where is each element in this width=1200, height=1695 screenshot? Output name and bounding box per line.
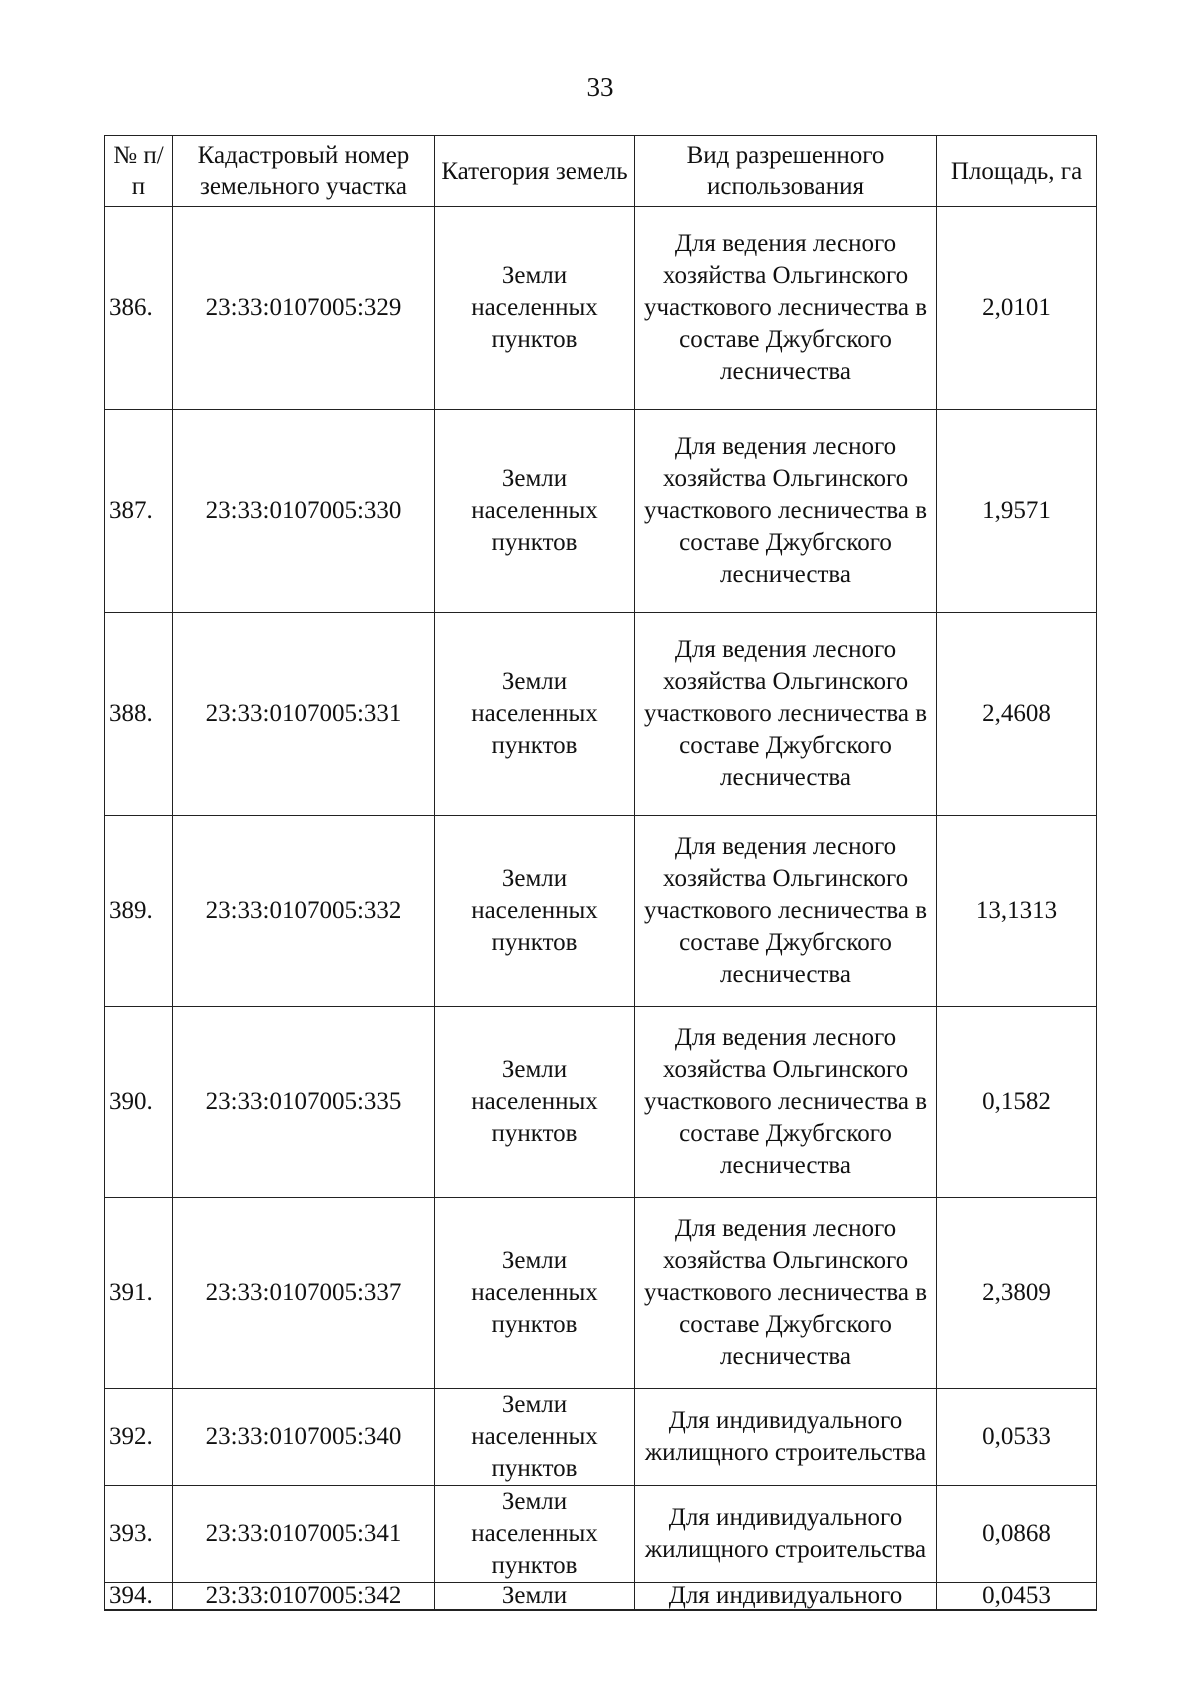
header-area: Площадь, га [937,136,1097,207]
row-category: Земли населенных пунктов [435,1389,635,1486]
row-category: Земли населенных пунктов [435,1486,635,1583]
row-use: Для индивидуального [635,1583,937,1611]
row-area: 2,0101 [937,207,1097,410]
row-use: Для ведения лесного хозяйства Ольгинского участкового лесничества в составе Джубгского лесничества [635,613,937,816]
row-num: 387. [105,410,173,613]
table-row [105,1583,1097,1611]
table-row [105,1486,1097,1583]
row-area: 0,0453 [937,1583,1097,1611]
row-num: 394. [105,1583,173,1611]
row-num: 390. [105,1007,173,1198]
row-cadastral: 23:33:0107005:337 [173,1198,435,1389]
row-cadastral: 23:33:0107005:335 [173,1007,435,1198]
row-use: Для индивидуального жилищного строительства [635,1486,937,1583]
page-number: 33 [586,72,614,102]
row-category: Земли населенных пунктов [435,207,635,410]
table-row [105,1198,1097,1389]
row-category: Земли населенных пунктов [435,1198,635,1389]
row-cadastral: 23:33:0107005:340 [173,1389,435,1486]
row-use: Для ведения лесного хозяйства Ольгинского участкового лесничества в составе Джубгского лесничества [635,816,937,1007]
row-category: Земли населенных пунктов [435,1007,635,1198]
row-use: Для ведения лесного хозяйства Ольгинского участкового лесничества в составе Джубгского лесничества [635,207,937,410]
row-category: Земли населенных пунктов [435,816,635,1007]
table-row [105,1389,1097,1486]
row-category: Земли населенных пунктов [435,613,635,816]
row-category: Земли населенных пунктов [435,410,635,613]
row-use: Для ведения лесного хозяйства Ольгинского участкового лесничества в составе Джубгского лесничества [635,410,937,613]
table-row [105,1007,1097,1198]
row-use: Для ведения лесного хозяйства Ольгинского участкового лесничества в составе Джубгского лесничества [635,1198,937,1389]
table-row [105,410,1097,613]
header-category: Категория земель [435,136,635,207]
row-area: 0,1582 [937,1007,1097,1198]
table-header-row [105,136,1097,207]
row-num: 389. [105,816,173,1007]
row-cadastral: 23:33:0107005:332 [173,816,435,1007]
row-num: 391. [105,1198,173,1389]
row-area: 2,3809 [937,1198,1097,1389]
header-num: № п/п [105,136,173,207]
land-plots-table [104,135,1097,1611]
row-cadastral: 23:33:0107005:331 [173,613,435,816]
table-row [105,816,1097,1007]
row-area: 1,9571 [937,410,1097,613]
header-use: Вид разрешенного использования [635,136,937,207]
row-area: 0,0533 [937,1389,1097,1486]
table-row [105,207,1097,410]
row-category: Земли [435,1583,635,1611]
row-cadastral: 23:33:0107005:329 [173,207,435,410]
row-area: 0,0868 [937,1486,1097,1583]
row-use: Для ведения лесного хозяйства Ольгинского участкового лесничества в составе Джубгского лесничества [635,1007,937,1198]
row-num: 386. [105,207,173,410]
row-cadastral: 23:33:0107005:330 [173,410,435,613]
row-use: Для индивидуального жилищного строительства [635,1389,937,1486]
header-cadastral: Кадастровый номер земельного участка [173,136,435,207]
row-num: 392. [105,1389,173,1486]
row-num: 393. [105,1486,173,1583]
table-row [105,613,1097,816]
row-cadastral: 23:33:0107005:342 [173,1583,435,1611]
row-cadastral: 23:33:0107005:341 [173,1486,435,1583]
row-area: 2,4608 [937,613,1097,816]
row-area: 13,1313 [937,816,1097,1007]
row-num: 388. [105,613,173,816]
